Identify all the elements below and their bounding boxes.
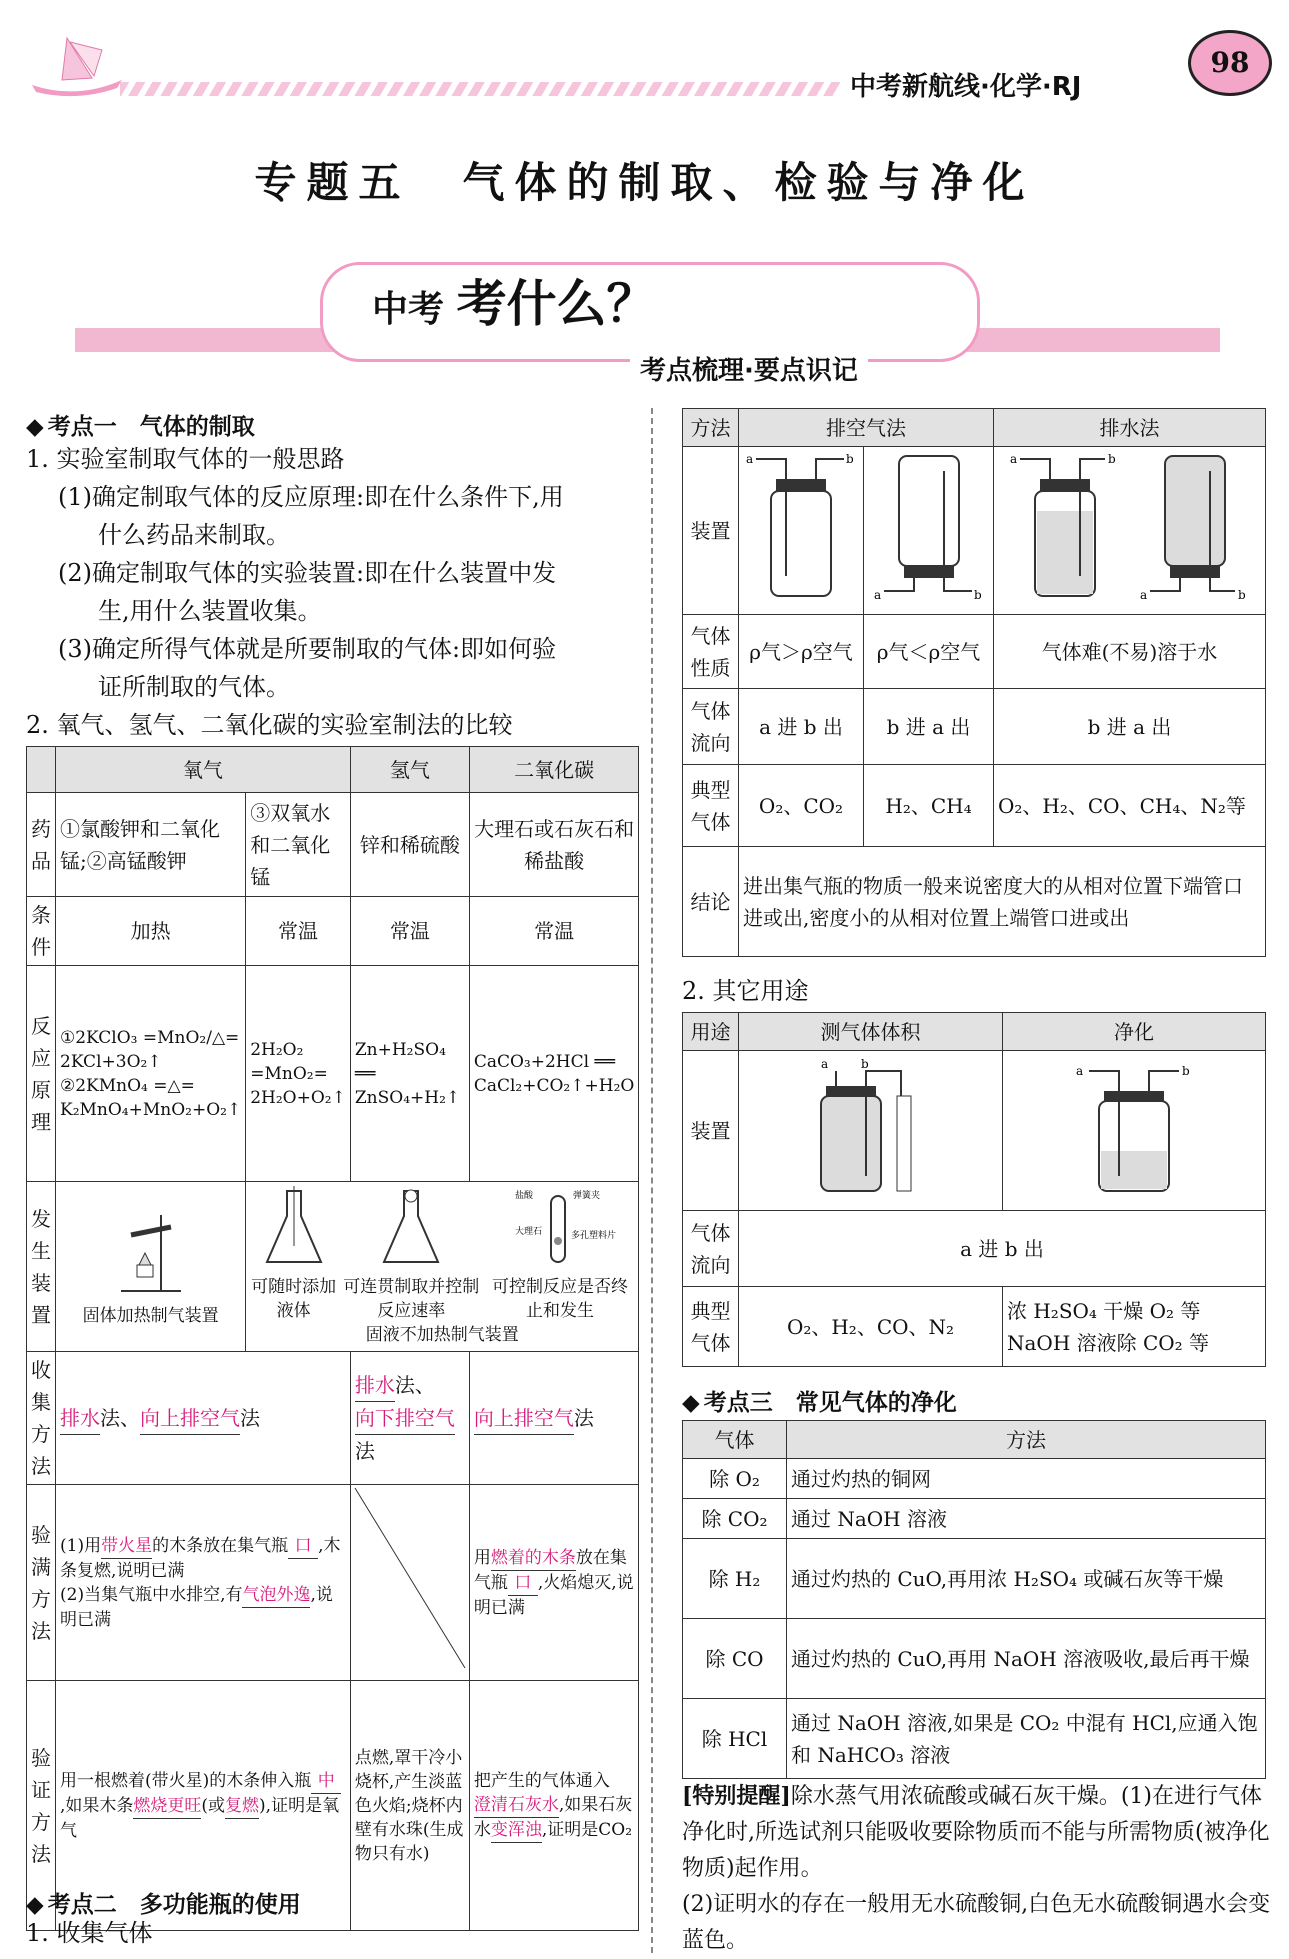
table-cell: 加热 bbox=[56, 897, 246, 966]
answer: 气泡外逸 bbox=[242, 1583, 310, 1608]
purification-table bbox=[682, 1420, 1266, 1779]
para-1c2: 证所制取的气体。 bbox=[98, 673, 290, 701]
table-cell: 通过灼热的铜网 bbox=[787, 1459, 1266, 1499]
purify-diagram bbox=[1064, 1056, 1204, 1196]
text: 法 bbox=[354, 1439, 375, 1463]
table-cell: 除 HCl bbox=[683, 1699, 787, 1779]
ship-logo bbox=[22, 30, 132, 100]
flask-diagram bbox=[259, 1186, 329, 1266]
banner-subtitle: 考点梳理·要点识记 bbox=[630, 350, 868, 387]
answer: 向上排空气 bbox=[474, 1402, 574, 1435]
table-cell bbox=[469, 1485, 638, 1681]
text: ,木条复燃,说明已满 bbox=[60, 1535, 341, 1581]
table-cell: 进出集气瓶的物质一般来说密度大的从相对位置下端管口进或出,密度小的从相对位置上端管口进或出 bbox=[739, 847, 1266, 957]
text: 法、 bbox=[394, 1373, 435, 1397]
special-tip bbox=[682, 1778, 1272, 1959]
device-cell bbox=[246, 1182, 639, 1352]
table-header bbox=[27, 747, 56, 793]
para-collect: 1. 收集气体 bbox=[26, 1919, 153, 1947]
para-1a: (1)确定制取气体的反应原理:即在什么条件下,用 bbox=[58, 483, 564, 511]
table-cell: a 进 b 出 bbox=[739, 689, 864, 765]
row-label: 典型气体 bbox=[683, 1287, 739, 1367]
table-cell bbox=[350, 1352, 469, 1485]
port-label: a bbox=[820, 1057, 828, 1071]
table-header: 方法 bbox=[787, 1421, 1266, 1459]
answer: 口 bbox=[508, 1571, 538, 1596]
bottle-table bbox=[682, 408, 1266, 957]
table-cell: ①2KClO₃ =MnO₂/△= 2KCl+3O₂↑ ②2KMnO₄ =△= K₂MnO₄+MnO₂+O₂↑ bbox=[56, 966, 246, 1182]
column-divider bbox=[651, 408, 653, 1953]
table-cell: ρ气＜ρ空气 bbox=[864, 615, 994, 689]
table-header: 用途 bbox=[683, 1013, 739, 1051]
row-label: 装置 bbox=[683, 447, 739, 615]
text: ),证明是氧气 bbox=[60, 1795, 340, 1841]
text: (1)用 bbox=[60, 1535, 102, 1556]
tip-label: [特别提醒] bbox=[682, 1783, 791, 1809]
gas-volume-diagram bbox=[801, 1056, 941, 1196]
table-cell: ③双氧水和二氧化锰 bbox=[246, 793, 351, 897]
table-cell: 常温 bbox=[350, 897, 469, 966]
port-label: a bbox=[873, 588, 881, 602]
row-label: 发生装置 bbox=[27, 1182, 56, 1352]
text: ,如果木条 bbox=[60, 1795, 134, 1816]
device-cell bbox=[864, 447, 994, 615]
page-title: 专题五 气体的制取、检验与净化 bbox=[254, 158, 1035, 207]
table-cell: 通过灼热的 CuO,再用浓 H₂SO₄ 或碱石灰等干燥 bbox=[787, 1539, 1266, 1619]
table-cell: 锌和稀硫酸 bbox=[350, 793, 469, 897]
device-cell bbox=[56, 1182, 246, 1352]
row-label: 气体流向 bbox=[683, 1211, 739, 1287]
table-cell: 除 CO bbox=[683, 1619, 787, 1699]
table-cell bbox=[469, 1352, 638, 1485]
device-caption: 可连贯制取并控制反应速率 bbox=[343, 1277, 480, 1321]
port-label: b bbox=[1237, 588, 1246, 602]
device-cell bbox=[739, 1051, 1003, 1211]
text: 法、 bbox=[100, 1405, 140, 1430]
comparison-table bbox=[26, 746, 639, 1931]
apparatus-label: 盐酸 bbox=[514, 1191, 533, 1201]
device-cell bbox=[1003, 1051, 1266, 1211]
table-header: 氧气 bbox=[56, 747, 351, 793]
row-label: 装置 bbox=[683, 1051, 739, 1211]
para-1: 1. 实验室制取气体的一般思路 bbox=[26, 445, 345, 473]
table-cell: 常温 bbox=[246, 897, 351, 966]
section-title-2: ◆ 考点二 多功能瓶的使用 bbox=[26, 1886, 301, 1919]
uses-table bbox=[682, 1012, 1266, 1367]
section-title-1: ◆ 考点一 气体的制取 bbox=[26, 408, 255, 441]
answer: 中 bbox=[311, 1769, 341, 1794]
text: ,证明是CO₂ bbox=[541, 1819, 633, 1840]
apparatus-label: 多孔塑料片 bbox=[570, 1231, 616, 1241]
answer: 口 bbox=[288, 1534, 318, 1559]
table-cell: ρ气＞ρ空气 bbox=[739, 615, 864, 689]
table-cell: O₂、H₂、CO、N₂ bbox=[739, 1287, 1003, 1367]
text: 用一根燃着(带火星)的木条伸入瓶 bbox=[60, 1770, 312, 1791]
table-cell: 大理石或石灰石和稀盐酸 bbox=[469, 793, 638, 897]
table-cell: O₂、H₂、CO、CH₄、N₂等 bbox=[994, 765, 1266, 847]
table-cell: b 进 a 出 bbox=[864, 689, 994, 765]
tip-text: 除水蒸气用浓硫酸或碱石灰干燥。(1)在进行气体净化时,所选试剂只能吸收要除物质而不能与所需物质(被净化物质)起作用。 bbox=[682, 1784, 1270, 1881]
table-cell: CaCO₃+2HCl ══ CaCl₂+CO₂↑+H₂O bbox=[469, 966, 638, 1182]
table-cell: 除 H₂ bbox=[683, 1539, 787, 1619]
text: 把产生的气体通入 bbox=[473, 1770, 610, 1791]
text: 浓 H₂SO₄ 干燥 O₂ 等 bbox=[1007, 1298, 1201, 1323]
table-header: 排水法 bbox=[994, 409, 1266, 447]
row-label: 结论 bbox=[683, 847, 739, 957]
table-cell: 常温 bbox=[469, 897, 638, 966]
tube-diagram bbox=[514, 1186, 616, 1266]
device-footer: 固液不加热制气装置 bbox=[365, 1325, 519, 1345]
device-caption: 可控制反应是否终止和发生 bbox=[491, 1277, 628, 1321]
para-other: 2. 其它用途 bbox=[682, 977, 809, 1005]
table-cell-empty bbox=[350, 1485, 469, 1681]
table-cell: b 进 a 出 bbox=[994, 689, 1266, 765]
table-cell: a 进 b 出 bbox=[739, 1211, 1266, 1287]
table-cell: 点燃,罩干冷小烧杯,产生淡蓝色火焰;烧杯内壁有水珠(生成物只有水) bbox=[350, 1681, 469, 1931]
port-label: b bbox=[973, 588, 982, 602]
text: 法 bbox=[240, 1405, 260, 1430]
page-number: 98 bbox=[1188, 30, 1272, 96]
table-cell bbox=[1003, 1287, 1266, 1367]
para-1b: (2)确定制取气体的实验装置:即在什么装置中发 bbox=[58, 559, 557, 587]
device-cell bbox=[994, 447, 1266, 615]
table-cell: 除 O₂ bbox=[683, 1459, 787, 1499]
water-bottle-diagrams bbox=[1005, 451, 1255, 601]
text: 用 bbox=[473, 1547, 491, 1568]
para-2: 2. 氧气、氢气、二氧化碳的实验室制法的比较 bbox=[26, 711, 513, 739]
bottle-diagram bbox=[746, 451, 856, 601]
port-label: a bbox=[1009, 452, 1017, 466]
answer: 向下排空气 bbox=[355, 1402, 455, 1435]
device-caption: 可随时添加液体 bbox=[251, 1277, 337, 1321]
port-label: b bbox=[1107, 452, 1116, 466]
port-label: a bbox=[1139, 588, 1147, 602]
table-cell: H₂、CH₄ bbox=[864, 765, 994, 847]
flask-diagram bbox=[376, 1186, 446, 1266]
row-label: 验证方法 bbox=[27, 1681, 56, 1931]
table-cell bbox=[56, 1485, 351, 1681]
device-cell bbox=[739, 447, 864, 615]
text: (或 bbox=[201, 1795, 226, 1816]
tip-text-2: (2)证明水的存在一般用无水硫酸铜,白色无水硫酸铜遇水会变蓝色。 bbox=[682, 1892, 1271, 1953]
answer: 变浑浊 bbox=[491, 1818, 542, 1843]
row-label: 收集方法 bbox=[27, 1352, 56, 1485]
answer: 燃着的木条 bbox=[491, 1546, 576, 1571]
row-label: 气体性质 bbox=[683, 615, 739, 689]
table-header: 净化 bbox=[1003, 1013, 1266, 1051]
banner-title: 中考 考什么？ bbox=[372, 275, 657, 333]
table-header: 气体 bbox=[683, 1421, 787, 1459]
table-cell: ①氯酸钾和二氧化锰;②高锰酸钾 bbox=[56, 793, 246, 897]
table-cell: 通过 NaOH 溶液 bbox=[787, 1499, 1266, 1539]
port-label: b bbox=[860, 1057, 869, 1071]
row-label: 验满方法 bbox=[27, 1485, 56, 1681]
table-cell bbox=[469, 1681, 638, 1931]
text: 法 bbox=[573, 1405, 594, 1430]
table-cell: 通过 NaOH 溶液,如果是 CO₂ 中混有 HCl,应通入饱和 NaHCO₃ 溶液 bbox=[787, 1699, 1266, 1779]
table-cell bbox=[56, 1352, 351, 1485]
answer: 排水 bbox=[60, 1402, 100, 1435]
para-1a2: 什么药品来制取。 bbox=[98, 521, 290, 549]
port-label: b bbox=[1182, 1064, 1190, 1078]
table-cell: Zn+H₂SO₄ ══ ZnSO₄+H₂↑ bbox=[350, 966, 469, 1182]
heating-apparatus-diagram bbox=[111, 1205, 191, 1295]
answer: 燃烧更旺 bbox=[133, 1794, 201, 1819]
table-cell: 除 CO₂ bbox=[683, 1499, 787, 1539]
row-label: 药品 bbox=[27, 793, 56, 897]
apparatus-label: 大理石 bbox=[514, 1227, 542, 1237]
text: ,如果石灰水 bbox=[473, 1794, 633, 1840]
para-1b2: 生,用什么装置收集。 bbox=[98, 597, 322, 625]
row-label: 条件 bbox=[27, 897, 56, 966]
table-header: 测气体体积 bbox=[739, 1013, 1003, 1051]
text: ,火焰熄灭,说明已满 bbox=[473, 1572, 634, 1618]
answer: 带火星 bbox=[101, 1534, 152, 1559]
text: 放在集气瓶 bbox=[473, 1547, 627, 1593]
table-cell: 2H₂O₂ =MnO₂= 2H₂O+O₂↑ bbox=[246, 966, 351, 1182]
text: (2)当集气瓶中水排空,有 bbox=[60, 1584, 243, 1605]
port-label: a bbox=[1076, 1064, 1084, 1078]
text: ,说明已满 bbox=[60, 1584, 333, 1630]
device-caption: 固体加热制气装置 bbox=[82, 1306, 219, 1326]
section-title-3: ◆ 考点三 常见气体的净化 bbox=[682, 1384, 957, 1417]
header-brand: 中考新航线·化学·RJ bbox=[850, 72, 1082, 102]
answer: 排水 bbox=[355, 1369, 395, 1402]
answer: 澄清石灰水 bbox=[474, 1793, 559, 1818]
para-1c: (3)确定所得气体就是所要制取的气体:即如何验 bbox=[58, 635, 557, 663]
answer: 向上排空气 bbox=[140, 1402, 240, 1435]
row-label: 气体流向 bbox=[683, 689, 739, 765]
table-cell: 通过灼热的 CuO,再用 NaOH 溶液吸收,最后再干燥 bbox=[787, 1619, 1266, 1699]
port-label: b bbox=[846, 452, 854, 466]
port-label: a bbox=[746, 452, 754, 466]
table-cell: 气体难(不易)溶于水 bbox=[994, 615, 1266, 689]
table-header: 方法 bbox=[683, 409, 739, 447]
bottle-diagram-inverted bbox=[874, 451, 984, 601]
row-label: 典型气体 bbox=[683, 765, 739, 847]
apparatus-label: 弹簧夹 bbox=[572, 1191, 600, 1201]
table-cell: O₂、CO₂ bbox=[739, 765, 864, 847]
text: NaOH 溶液除 CO₂ 等 bbox=[1007, 1330, 1210, 1355]
header-stripe bbox=[120, 82, 840, 96]
table-header: 二氧化碳 bbox=[469, 747, 638, 793]
table-header: 氢气 bbox=[350, 747, 469, 793]
diagonal-line bbox=[355, 1488, 465, 1668]
answer: 复燃 bbox=[225, 1794, 259, 1819]
table-header: 排空气法 bbox=[739, 409, 994, 447]
row-label: 反应原理 bbox=[27, 966, 56, 1182]
text: 的木条放在集气瓶 bbox=[152, 1535, 289, 1556]
